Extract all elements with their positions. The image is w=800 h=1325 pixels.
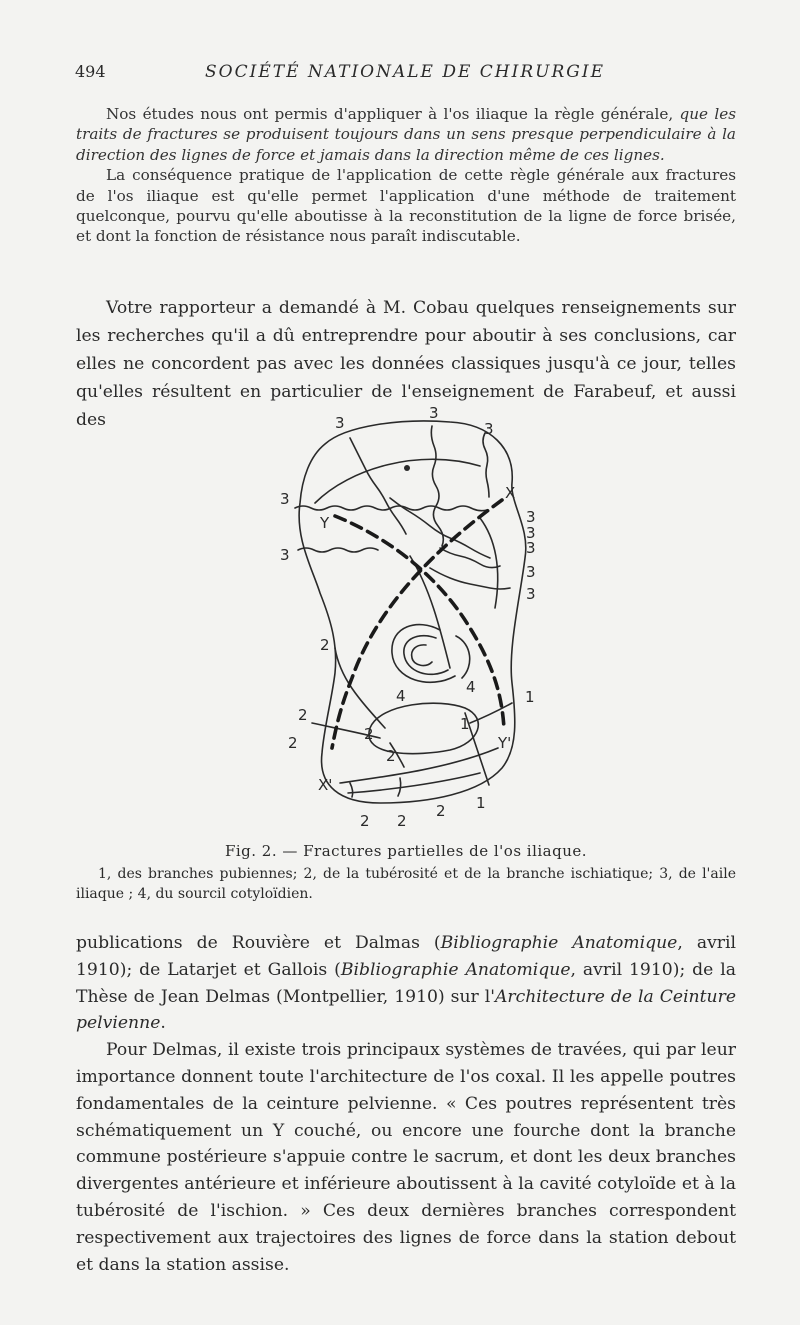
quote-italic-text: que les traits de fractures se produisent toujours dans un sens presque perpendiculaire à la direction des lignes de force et jamais dans la direction même de ces lignes. xyxy=(76,105,736,164)
label-3-right-2: 3 xyxy=(526,524,536,542)
ref-text-a: publications de Rouvière et Dalmas ( xyxy=(76,933,441,953)
caption-legend-text: 1, des branches pubiennes; 2, de la tubérosité et de la branche ischiatique; 3, de l'aile iliaque ; 4, du sourcil cotyloïdien. xyxy=(76,866,736,902)
running-title: SOCIÉTÉ NATIONALE DE CHIRURGIE xyxy=(205,62,605,82)
label-1-right: 1 xyxy=(525,688,535,706)
references-paragraph xyxy=(76,930,736,1037)
label-3-right-5: 3 xyxy=(526,585,536,603)
label-3-left-lower: 3 xyxy=(280,546,290,564)
label-2-d: 2 xyxy=(364,725,374,743)
label-3-left-upper: 3 xyxy=(280,490,290,508)
ischium-arc-2 xyxy=(348,773,480,793)
ref-text-b: , avril 1910); de Latarjet et Gallois ( xyxy=(76,933,736,980)
label-1-bottom: 1 xyxy=(476,794,486,812)
quote-paragraph-1 xyxy=(76,104,736,165)
label-2-a: 2 xyxy=(320,636,330,654)
label-x-prime: X' xyxy=(318,776,333,794)
label-2-b: 2 xyxy=(298,706,308,724)
fracture-line-1b xyxy=(470,703,512,723)
ref-text-d: . xyxy=(160,1013,166,1034)
fracture-line-2c xyxy=(350,783,353,797)
label-3-right-3: 3 xyxy=(526,539,536,557)
ref-journal-2: Bibliographie Anatomique xyxy=(340,959,571,980)
label-y-prime: Y' xyxy=(498,734,512,752)
body-paragraph: Votre rapporteur a demandé à M. Cobau quelques renseignements sur les recherches qu'il a dû entreprendre pour aboutir à ses conclusions, car elles ne concordent pas avec les données classiques jusqu'à ce jour, telles qu'elles résultent en particulier de l'enseignement de Farabeuf, et aussi des xyxy=(76,298,736,430)
label-2-h: 2 xyxy=(397,812,407,830)
body-text-bottom xyxy=(76,930,736,1278)
fracture-line-3b xyxy=(298,548,378,552)
page-header xyxy=(75,62,735,86)
label-1-middle: 1 xyxy=(460,715,470,733)
force-line-y xyxy=(335,516,504,728)
page-number: 494 xyxy=(75,62,106,81)
figure-caption-legend xyxy=(76,864,736,904)
quoted-conclusions xyxy=(76,104,736,247)
fracture-line-3e xyxy=(483,433,489,497)
ref-journal-1: Bibliographie Anatomique xyxy=(440,933,678,953)
label-4-left: 4 xyxy=(396,687,406,705)
label-3-top-right: 3 xyxy=(484,420,494,438)
label-3-right-1: 3 xyxy=(526,508,536,526)
label-2-f: 2 xyxy=(436,802,446,820)
label-2-e: 2 xyxy=(386,747,396,765)
acetabulum-right xyxy=(456,636,470,678)
label-3-right-4: 3 xyxy=(526,563,536,581)
figure-iliac-bone xyxy=(240,398,580,833)
acetabulum-mid xyxy=(404,636,448,675)
label-2-g: 2 xyxy=(360,812,370,830)
dot-mark xyxy=(404,465,410,471)
figure-caption-title: Fig. 2. — Fractures partielles de l'os iliaque. xyxy=(224,842,588,860)
ref-thesis-title: Architecture de la Ceinture pelvienne xyxy=(76,986,736,1034)
delmas-paragraph: Pour Delmas, il existe trois principaux systèmes de travées, qui par leur importance donnent toute l'architecture de l'os coxal. Il les appelle poutres fondamentales de la ceinture pelvienne. « Ces poutres représentent très schématiquement un Y couché, ou encore une fourche dont la branche commune postérieure s'appuie contre le sacrum, et dont les deux branches divergentes antérieure et inférieure aboutissent à la cavité cotyloïde et à la tubérosité de l'ischion. » Ces deux dernières branches correspondent respectivement aux trajectoires des lignes de force dans la station debout et dans la station assise. xyxy=(76,1040,736,1275)
fracture-line-2d xyxy=(398,778,401,796)
fracture-diagram xyxy=(240,398,580,833)
label-2-c: 2 xyxy=(288,734,298,752)
crest-arc-right xyxy=(480,518,498,608)
acetabulum-lobe xyxy=(412,645,432,666)
label-3-top: 3 xyxy=(429,404,439,422)
fracture-line-3c xyxy=(350,438,406,534)
quote-paragraph-2: La conséquence pratique de l'application de cette règle générale aux fractures de l'os iliaque est qu'elle permet l'application d'une méthode de traitement quelconque, pourvu qu'elle aboutisse à la reconstitution de la ligne de force brisée, et dont la fonction de résistance nous paraît indiscutable. xyxy=(76,166,736,246)
label-y: Y xyxy=(320,514,330,532)
label-4-right: 4 xyxy=(466,678,476,696)
ref-text-c: , avril 1910); de la Thèse de Jean Delmas (Montpellier, 1910) sur l' xyxy=(76,959,736,1007)
label-3-top-left: 3 xyxy=(335,414,345,432)
fracture-line-3g xyxy=(440,548,500,568)
label-x: X xyxy=(505,484,516,502)
quote-text: Nos études nous ont permis d'appliquer à l'os iliaque la règle générale, xyxy=(106,105,680,123)
crest-arc-upper xyxy=(315,459,480,503)
